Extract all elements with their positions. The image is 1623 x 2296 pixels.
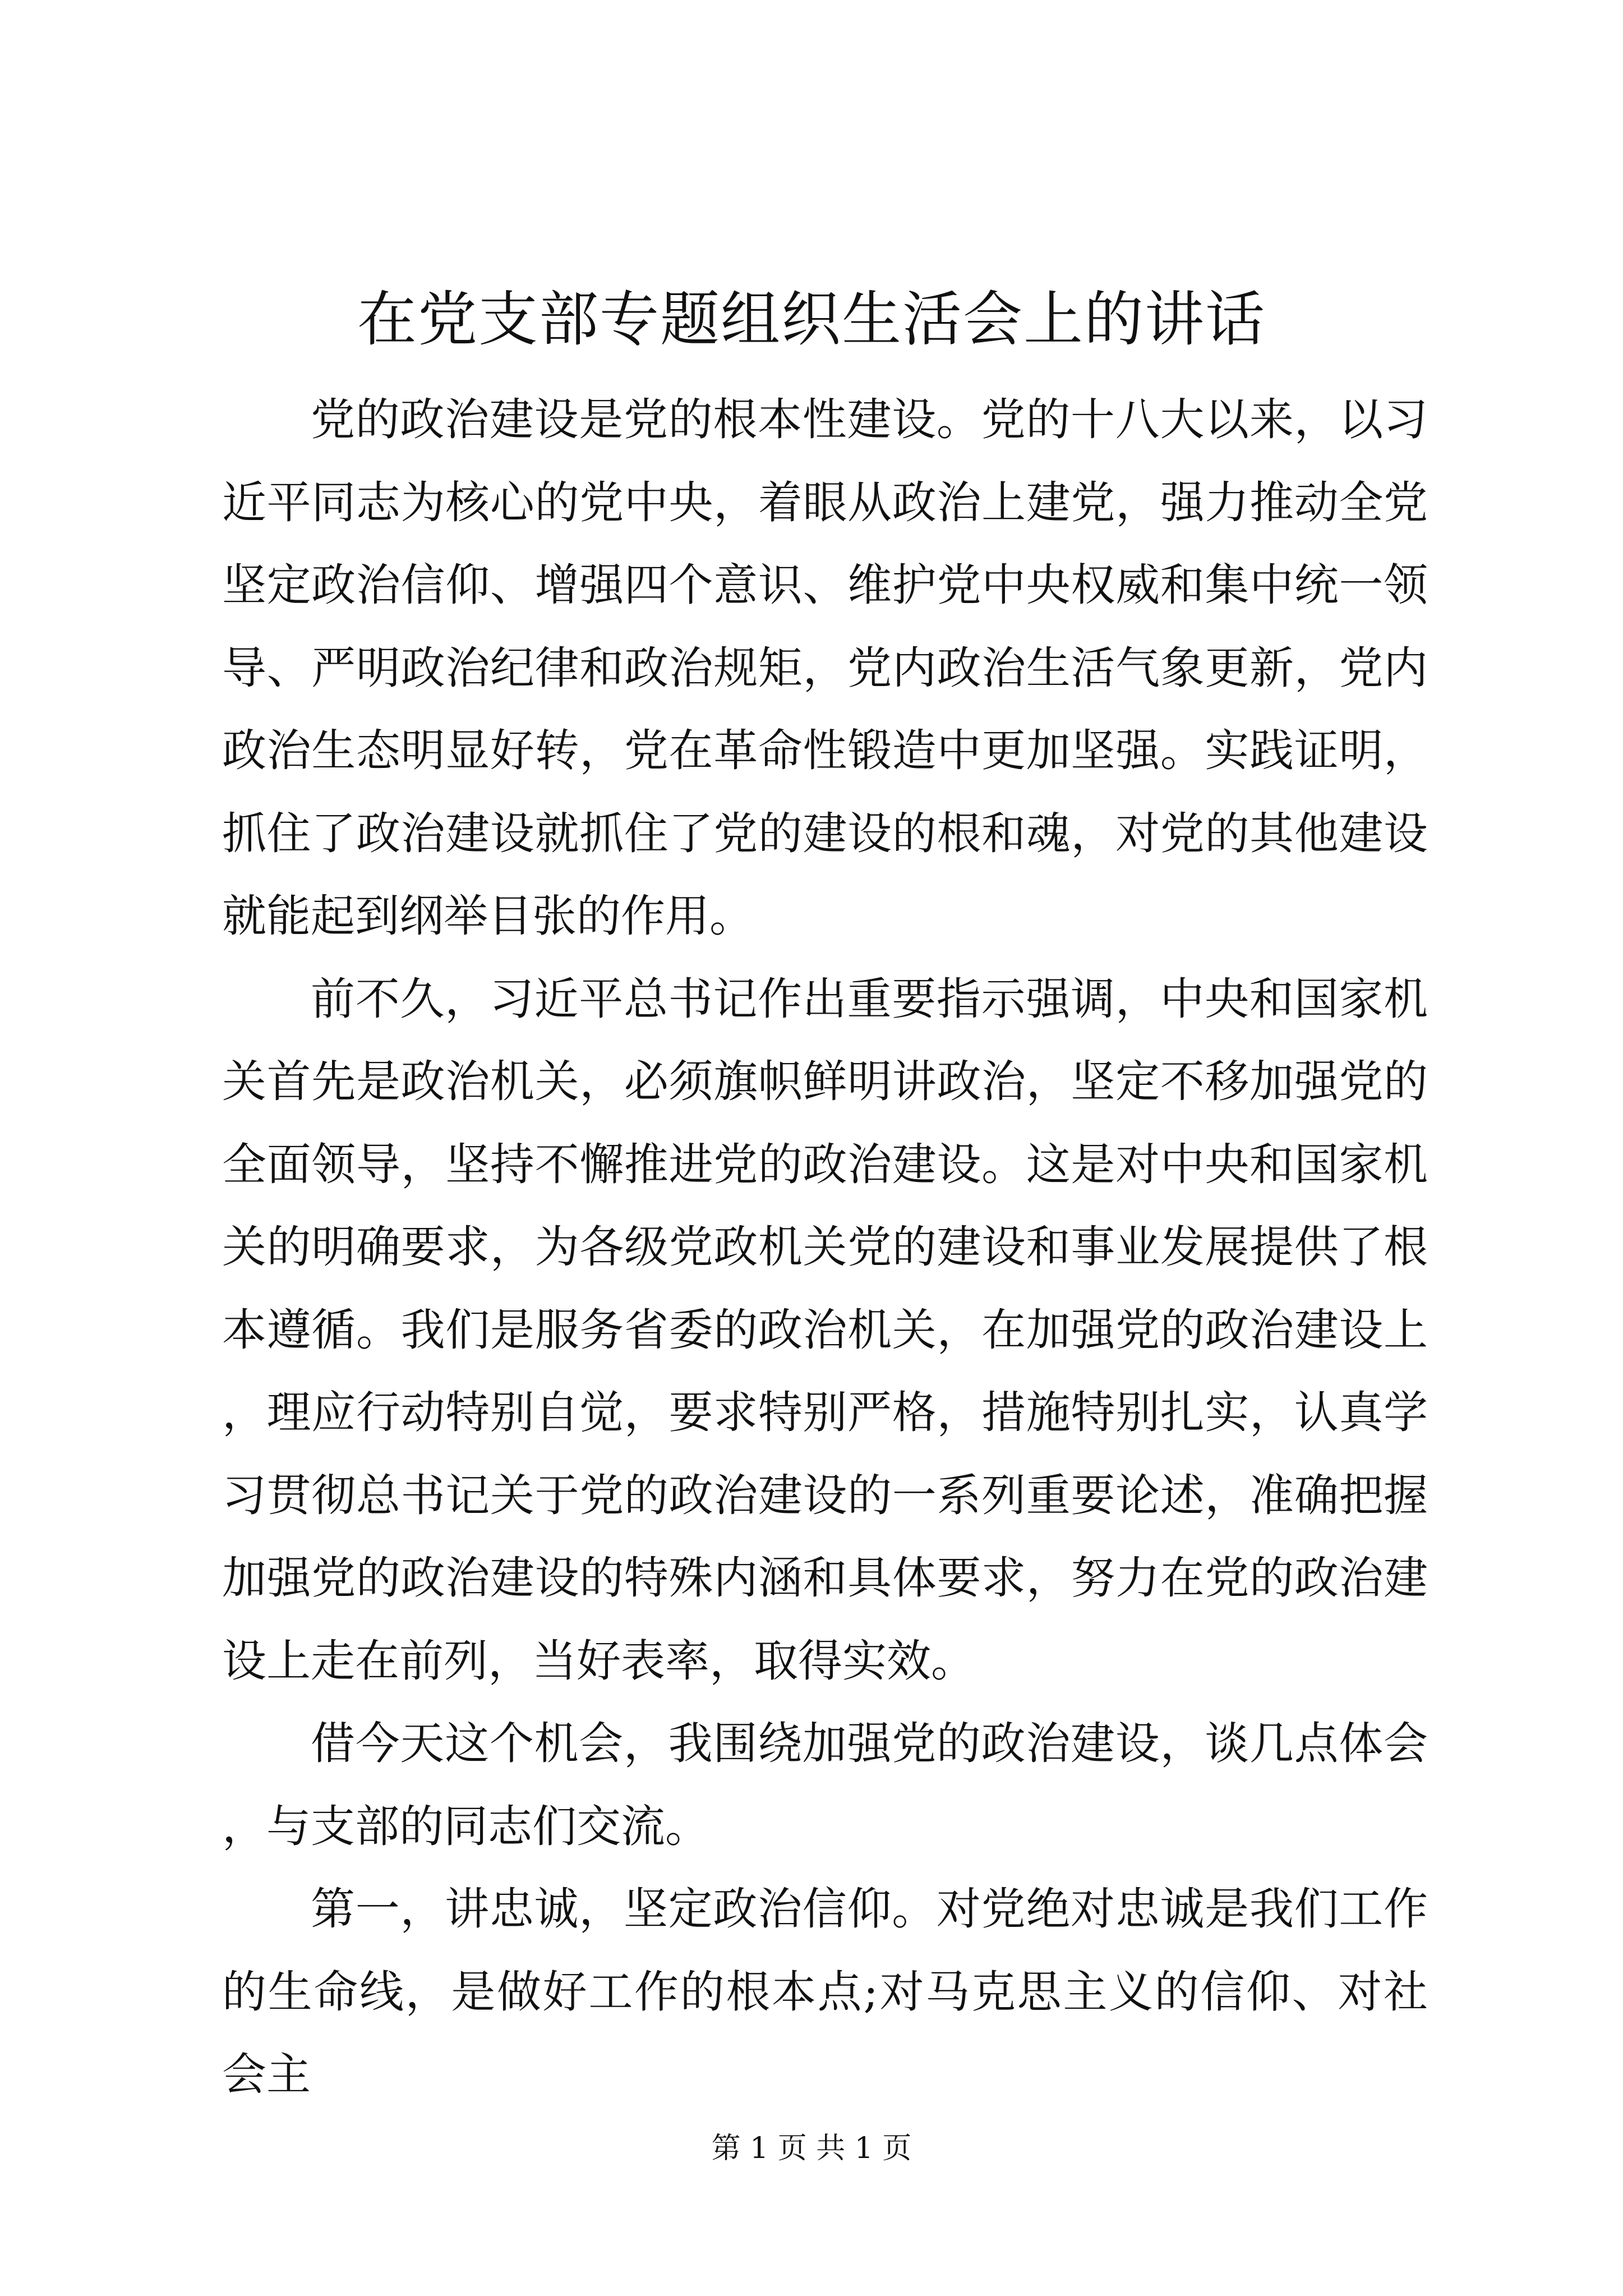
paragraph-2: 前不久，习近平总书记作出重要指示强调，中央和国家机关首先是政治机关，必须旗帜鲜明讲政治，坚定不移加强党的全面领导，坚持不懈推进党的政治建设。这是对中央和国家机关的明确要求，为各级党政机关党的建设和事业发展提供了根本遵循。我们是服务省委的政治机关，在加强党的政治建设上，理应行动特别自觉，要求特别严格，措施特别扎实，认真学习贯彻总书记关于党的政治建设的一系列重要论述，准确把握加强党的政治建设的特殊内涵和具体要求，努力在党的政治建设上走在前列，当好表率，取得实效。 <box>222 973 1428 1687</box>
document-body <box>222 379 1428 2116</box>
page-number-footer: 第 1 页 共 1 页 <box>711 2132 912 2165</box>
paragraph-1: 党的政治建设是党的根本性建设。党的十八大以来，以习近平同志为核心的党中央，着眼从政治上建党，强力推动全党坚定政治信仰、增强四个意识、维护党中央权威和集中统一领导、严明政治纪律和政治规矩，党内政治生活气象更新，党内政治生态明显好转，党在革命性锻造中更加坚强。实践证明，抓住了政治建设就抓住了党的建设的根和魂，对党的其他建设就能起到纲举目张的作用。 <box>222 394 1428 942</box>
document-title: 在党支部专题组织生活会上的讲话 <box>357 285 1266 354</box>
paragraph-4: 第一，讲忠诚，坚定政治信仰。对党绝对忠诚是我们工作的生命线，是做好工作的根本点;对马克思主义的信仰、对社会主 <box>222 1883 1428 2100</box>
paragraph-3: 借今天这个机会，我围绕加强党的政治建设，谈几点体会，与支部的同志们交流。 <box>222 1718 1428 1852</box>
